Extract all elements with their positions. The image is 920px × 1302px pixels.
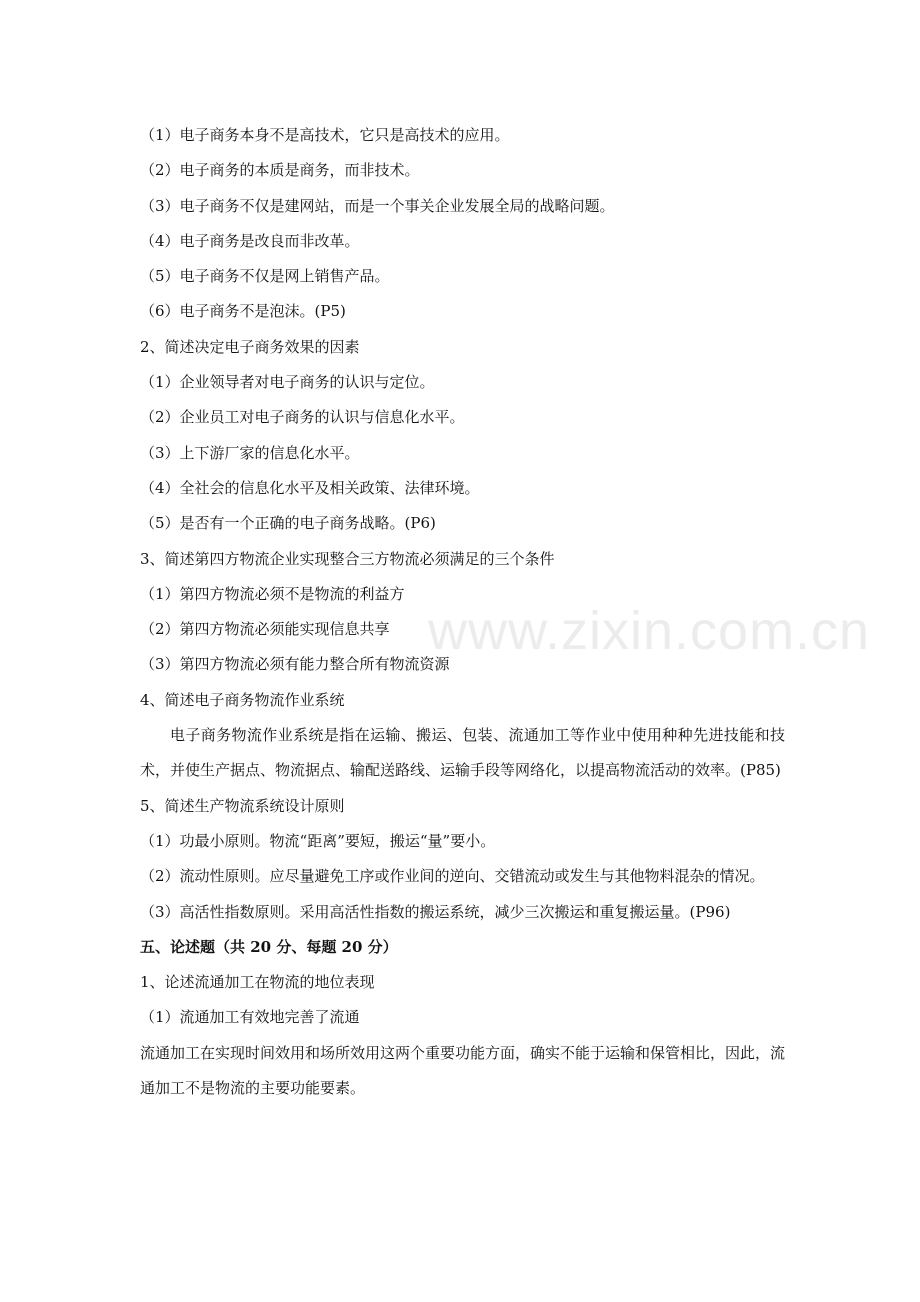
question-3-point-1: （1）第四方物流必须不是物流的利益方 [140, 584, 405, 603]
question-2-heading: 2、简述决定电子商务效果的因素 [140, 337, 360, 356]
item-1-point-2: （2）电子商务的本质是商务，而非技术。 [140, 161, 420, 180]
question-5-point-3: （3）高活性指数原则。采用高活性指数的搬运系统，减少三次搬运和重复搬运量。(P96) [140, 902, 731, 921]
item-1-point-5: （5）电子商务不仅是网上销售产品。 [140, 267, 390, 286]
question-4-heading: 4、简述电子商务物流作业系统 [140, 690, 345, 709]
item-1-point-1: （1）电子商务本身不是高技术，它只是高技术的应用。 [140, 126, 510, 144]
document-body [140, 118, 785, 1106]
essay-1-paragraph: 流通加工在实现时间效用和场所效用这两个重要功能方面，确实不能于运输和保管相比，因此，流通加工不是物流的主要功能要素。 [140, 1043, 786, 1098]
watermark: www.zixin.com.cn [428, 601, 871, 661]
question-5-point-2: （2）流动性原则。应尽量避免工序或作业间的逆向、交错流动或发生与其他物料混杂的情况。 [140, 867, 765, 886]
essay-1-point-1: （1）流通加工有效地完善了流通 [140, 1008, 360, 1027]
question-2-point-2: （2）企业员工对电子商务的认识与信息化水平。 [140, 408, 465, 427]
question-3-point-3: （3）第四方物流必须有能力整合所有物流资源 [140, 655, 450, 674]
question-4-answer: 电子商务物流作业系统是指在运输、搬运、包装、流通加工等作业中使用种种先进技能和技术，并使生产据点、物流据点、输配送路线、运输手段等网络化，以提高物流活动的效率。(P85) [140, 726, 785, 780]
question-2-point-3: （3）上下游厂家的信息化水平。 [140, 443, 360, 462]
question-3-point-2: （2）第四方物流必须能实现信息共享 [140, 620, 390, 639]
question-2-point-1: （1）企业领导者对电子商务的认识与定位。 [140, 373, 435, 392]
question-2-point-5: （5）是否有一个正确的电子商务战略。(P6) [140, 514, 436, 533]
essay-1-heading: 1、论述流通加工在物流的地位表现 [140, 973, 375, 992]
item-1-point-4: （4）电子商务是改良而非改革。 [140, 231, 360, 250]
question-3-heading: 3、简述第四方物流企业实现整合三方物流必须满足的三个条件 [140, 549, 555, 568]
section-5-heading: 五、论述题（共 20 分、每题 20 分） [140, 937, 398, 956]
item-1-point-3: （3）电子商务不仅是建网站，而是一个事关企业发展全局的战略问题。 [140, 196, 615, 215]
item-1-point-6: （6）电子商务不是泡沫。(P5) [140, 302, 346, 321]
question-5-point-1: （1）功最小原则。物流“距离”要短，搬运“量”要小。 [140, 831, 496, 850]
question-2-point-4: （4）全社会的信息化水平及相关政策、法律环境。 [140, 478, 480, 497]
question-5-heading: 5、简述生产物流系统设计原则 [140, 796, 345, 815]
